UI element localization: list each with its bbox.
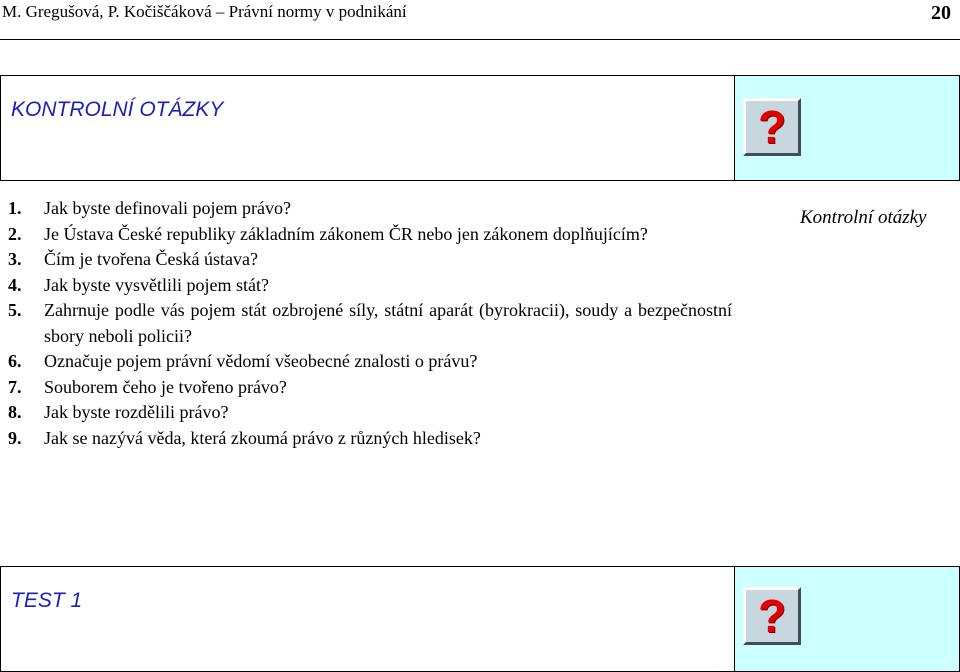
question-text: Čím je tvořena Česká ústava? (44, 249, 258, 269)
question-text: Zahrnuje podle vás pojem stát ozbrojené síly, státní aparát (byrokracii), soudy a bezpečnostní sbory neboli policii? (44, 300, 732, 346)
list-item (8, 400, 732, 426)
question-number: 6. (8, 351, 22, 371)
question-mark-glyph: ? (757, 590, 787, 642)
list-item (8, 273, 732, 299)
question-text: Jak byste rozdělili právo? (44, 402, 229, 422)
question-mark-glyph: ? (757, 101, 787, 153)
question-number: 4. (8, 274, 22, 295)
section-header-test-1 (0, 566, 734, 672)
question-number: 8. (8, 402, 22, 422)
list-item (8, 375, 732, 401)
question-number: 9. (8, 427, 22, 448)
question-number: 1. (8, 198, 22, 218)
section-icon-panel (734, 75, 960, 181)
section-title: TEST 1 (11, 589, 83, 612)
section-header-kontrolni-otazky (0, 75, 734, 181)
running-header: M. Gregušová, P. Kočiščáková – Právní normy v podnikání (2, 2, 407, 21)
question-number: 2. (8, 223, 22, 244)
list-item (8, 222, 732, 248)
list-item (8, 349, 732, 375)
question-number: 3. (8, 249, 22, 269)
margin-label: Kontrolní otázky (800, 207, 927, 228)
question-mark-icon (743, 98, 801, 156)
header-divider (0, 39, 960, 40)
question-text: Jak se nazývá věda, která zkoumá právo z různých hledisek? (44, 427, 481, 448)
question-text: Jak byste definovali pojem právo? (44, 198, 291, 218)
question-text: Je Ústava České republiky základním zákonem ČR nebo jen zákonem doplňujícím? (44, 223, 648, 244)
question-text: Jak byste vysvětlili pojem stát? (44, 274, 269, 295)
question-number: 5. (8, 300, 22, 320)
section-title: KONTROLNÍ OTÁZKY (11, 98, 224, 121)
section-icon-panel (734, 566, 960, 672)
question-text: Označuje pojem právní vědomí všeobecné znalosti o právu? (44, 351, 478, 371)
list-item (8, 247, 732, 273)
list-item (8, 298, 732, 349)
question-mark-icon (743, 587, 801, 645)
question-text: Souborem čeho je tvořeno právo? (44, 376, 287, 397)
list-item (8, 426, 732, 452)
page-number: 20 (931, 2, 951, 24)
question-list (8, 196, 732, 451)
question-number: 7. (8, 376, 22, 397)
list-item (8, 196, 732, 222)
